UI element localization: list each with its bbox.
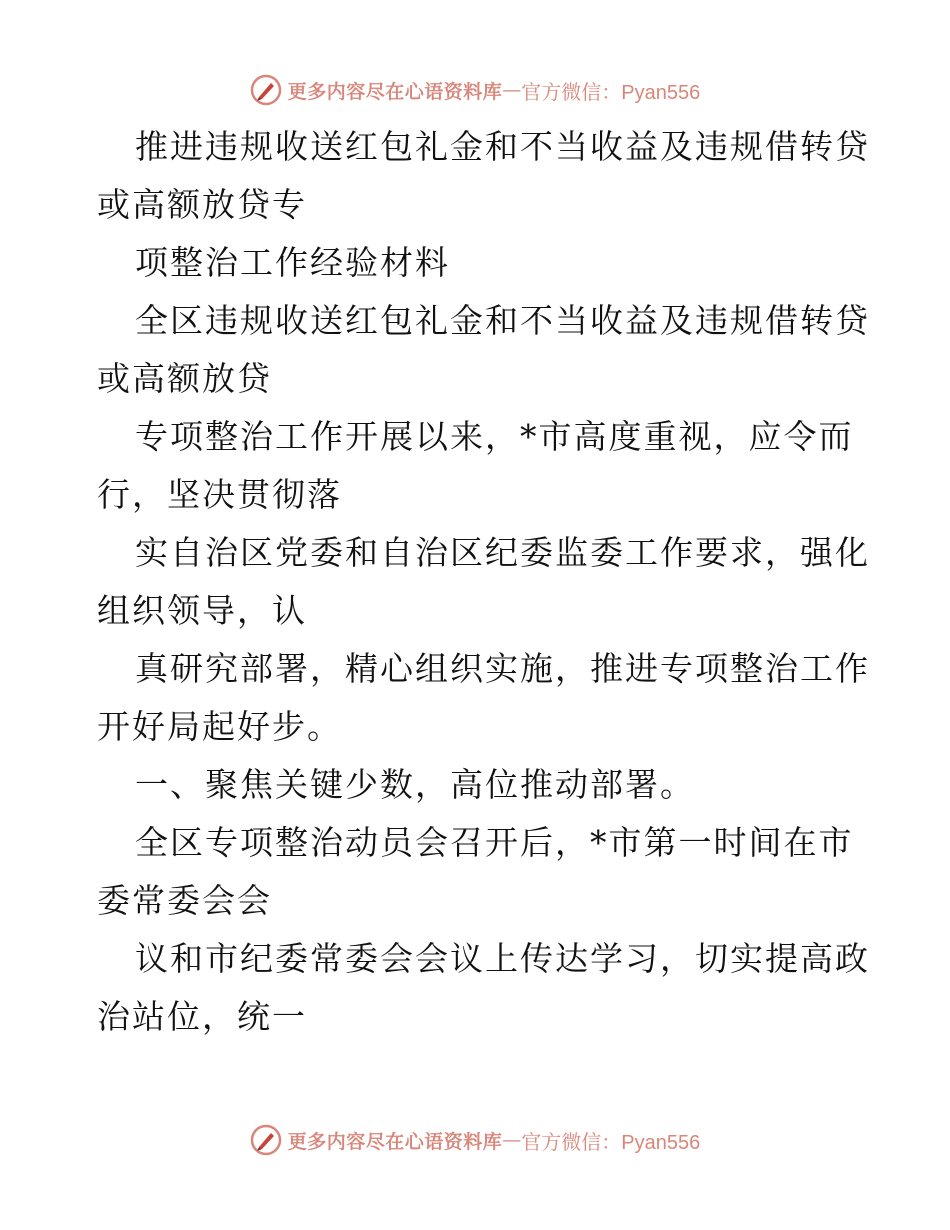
wechat-id-text: 官方微信：Pyan556 xyxy=(521,1131,701,1154)
text-line: 开好局起好步。 xyxy=(97,707,342,746)
text-line: 组织领导，认 xyxy=(97,591,307,630)
text-line: 全区违规收送红包礼金和不当收益及违规借转贷 xyxy=(135,301,870,340)
text-line: 真研究部署，精心组织实施，推进专项整治工作 xyxy=(135,649,870,688)
text-line: 实自治区党委和自治区纪委监委工作要求，强化 xyxy=(135,533,870,572)
text-line: 治站位，统一 xyxy=(97,997,307,1036)
footer-watermark xyxy=(0,1120,950,1160)
text-line: 全区专项整治动员会召开后，*市第一时间在市 xyxy=(135,823,854,862)
header-watermark xyxy=(0,70,950,110)
site-name-text: 更多内容尽在心语资料库 xyxy=(287,1130,503,1153)
quill-logo-icon xyxy=(250,74,282,106)
document-body xyxy=(97,118,870,1046)
text-line: 项整治工作经验材料 xyxy=(135,243,450,282)
wechat-id-text: 官方微信：Pyan556 xyxy=(521,81,701,104)
site-name-text: 更多内容尽在心语资料库 xyxy=(287,80,503,103)
text-line: 行，坚决贯彻落 xyxy=(97,475,342,514)
text-line: 或高额放贷 xyxy=(97,359,272,398)
text-line: 专项整治工作开展以来，*市高度重视，应令而 xyxy=(135,417,854,456)
separator-text: — xyxy=(502,1129,522,1151)
separator-text: — xyxy=(502,79,522,101)
text-line: 或高额放贷专 xyxy=(97,185,307,224)
text-line: 推进违规收送红包礼金和不当收益及违规借转贷 xyxy=(135,127,870,166)
quill-logo-icon xyxy=(250,1124,282,1156)
text-line: 议和市纪委常委会会议上传达学习，切实提高政 xyxy=(135,939,870,978)
section-heading: 一、聚焦关键少数，高位推动部署。 xyxy=(135,765,695,804)
text-line: 委常委会会 xyxy=(97,881,272,920)
